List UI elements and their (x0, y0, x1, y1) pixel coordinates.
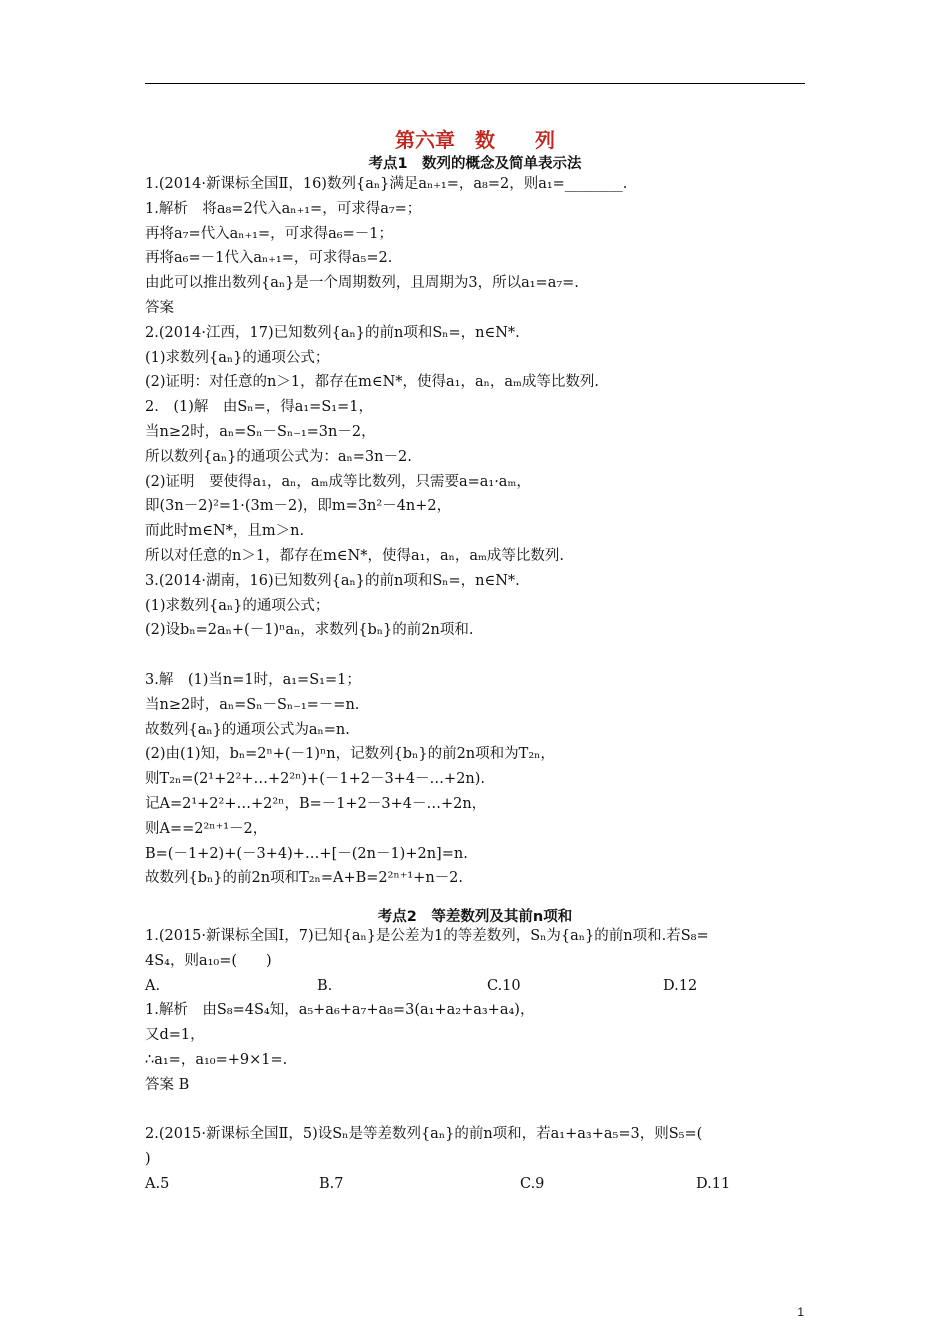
text-line: B=(－1+2)+(－3+4)+…+[－(2n－1)+2n]=n. (145, 845, 468, 862)
text-line: (2)设bₙ=2aₙ+(－1)ⁿaₙ，求数列{bₙ}的前2n项和. (145, 622, 474, 639)
text-line: ∴a₁=，a₁₀=+9×1=. (145, 1051, 288, 1068)
option-c: C.9 (520, 1175, 545, 1192)
text-line: 而此时m∈N*，且m＞n. (145, 523, 305, 540)
section-heading-1: 考点1 数列的概念及简单表示法 (368, 156, 582, 172)
text-line: 再将a₆=－1代入aₙ₊₁=，可求得a₅=2. (145, 250, 393, 267)
blank-line (145, 643, 807, 668)
text-line: (2)由(1)知，bₙ=2ⁿ+(－1)ⁿn，记数列{bₙ}的前2n项和为T₂ₙ， (145, 746, 555, 763)
text-line: (1)求数列{aₙ}的通项公式； (145, 349, 330, 366)
text-line: 1.解析 由S₈=4S₄知，a₅+a₆+a₇+a₈=3(a₁+a₂+a₃+a₄)， (145, 1002, 535, 1019)
text-line: 2.(2015·新课标全国Ⅱ，5)设Sₙ是等差数列{aₙ}的前n项和，若a₁+a₃+a₅=3，则S₅=( (145, 1126, 703, 1143)
section-2-content (145, 924, 807, 1197)
text-line: 即(3n－2)²=1·(3m－2)，即m=3n²－4n+2， (145, 498, 452, 515)
header-rule (145, 83, 805, 84)
text-line: 答案 (145, 299, 174, 316)
option-b: B.7 (319, 1175, 344, 1192)
text-line: 再将a₇=代入aₙ₊₁=，可求得a₆=－1； (145, 225, 393, 242)
text-line: 故数列{aₙ}的通项公式为aₙ=n. (145, 721, 350, 738)
text-line: 1.(2015·新课标全国Ⅰ，7)已知{aₙ}是公差为1的等差数列，Sₙ为{aₙ}的前n项和.若S₈= (145, 928, 709, 944)
text-line: 所以数列{aₙ}的通项公式为：aₙ=3n－2. (145, 448, 412, 465)
q1-options (145, 974, 807, 999)
section-1-content (145, 172, 807, 891)
text-line: ) (145, 1151, 151, 1168)
text-line: 3.解 (1)当n=1时，a₁=S₁=1； (145, 671, 361, 688)
text-line: 故数列{bₙ}的前2n项和T₂ₙ=A+B=2²ⁿ⁺¹+n－2. (145, 870, 464, 887)
text-line: 3.(2014·湖南，16)已知数列{aₙ}的前n项和Sₙ=，n∈N*. (145, 572, 520, 589)
chapter-title: 第六章 数 列 (395, 128, 555, 152)
option-b: B. (317, 977, 333, 994)
text-line: (2)证明：对任意的n＞1，都存在m∈N*，使得a₁，aₙ，aₘ成等比数列. (145, 374, 600, 391)
page-number: 1 (797, 1305, 804, 1319)
text-line: 2. (1)解 由Sₙ=，得a₁=S₁=1， (145, 399, 373, 416)
text-line: 当n≥2时，aₙ=Sₙ－Sₙ₋₁=3n－2， (145, 423, 376, 440)
text-line: 2.(2014·江西，17)已知数列{aₙ}的前n项和Sₙ=，n∈N*. (145, 324, 520, 341)
q2-options (145, 1172, 807, 1197)
text-line: 记A=2¹+2²+…+2²ⁿ，B=－1+2－3+4－…+2n， (145, 795, 487, 812)
text-line: 1.(2014·新课标全国Ⅱ，16)数列{aₙ}满足aₙ₊₁=，a₈=2，则a₁=________. (145, 176, 628, 192)
text-line: 则A==2²ⁿ⁺¹－2， (145, 820, 268, 837)
text-line: 由此可以推出数列{aₙ}是一个周期数列，且周期为3，所以a₁=a₇=. (145, 275, 579, 292)
text-line: 所以对任意的n＞1，都存在m∈N*，使得a₁，aₙ，aₘ成等比数列. (145, 547, 565, 564)
option-a: A.5 (145, 1175, 170, 1192)
option-c: C.10 (487, 977, 521, 994)
blank-line (145, 1098, 807, 1123)
text-line: 当n≥2时，aₙ=Sₙ－Sₙ₋₁=－=n. (145, 696, 360, 713)
text-line: 又d=1， (145, 1027, 205, 1044)
text-line: 则T₂ₙ=(2¹+2²+…+2²ⁿ)+(－1+2－3+4－…+2n). (145, 771, 486, 788)
text-line: 4S₄，则a₁₀=( ) (145, 952, 272, 969)
option-d: D.11 (696, 1175, 731, 1192)
text-line: (2)证明 要使得a₁，aₙ，aₘ成等比数列，只需要a=a₁·aₘ， (145, 473, 531, 490)
text-line: (1)求数列{aₙ}的通项公式； (145, 597, 330, 614)
section-heading-2: 考点2 等差数列及其前n项和 (377, 909, 573, 925)
text-line: 答案 B (145, 1076, 190, 1093)
text-line: 1.解析 将a₈=2代入aₙ₊₁=，可求得a₇=； (145, 200, 422, 217)
option-d: D.12 (663, 977, 698, 994)
option-a: A. (145, 977, 161, 994)
